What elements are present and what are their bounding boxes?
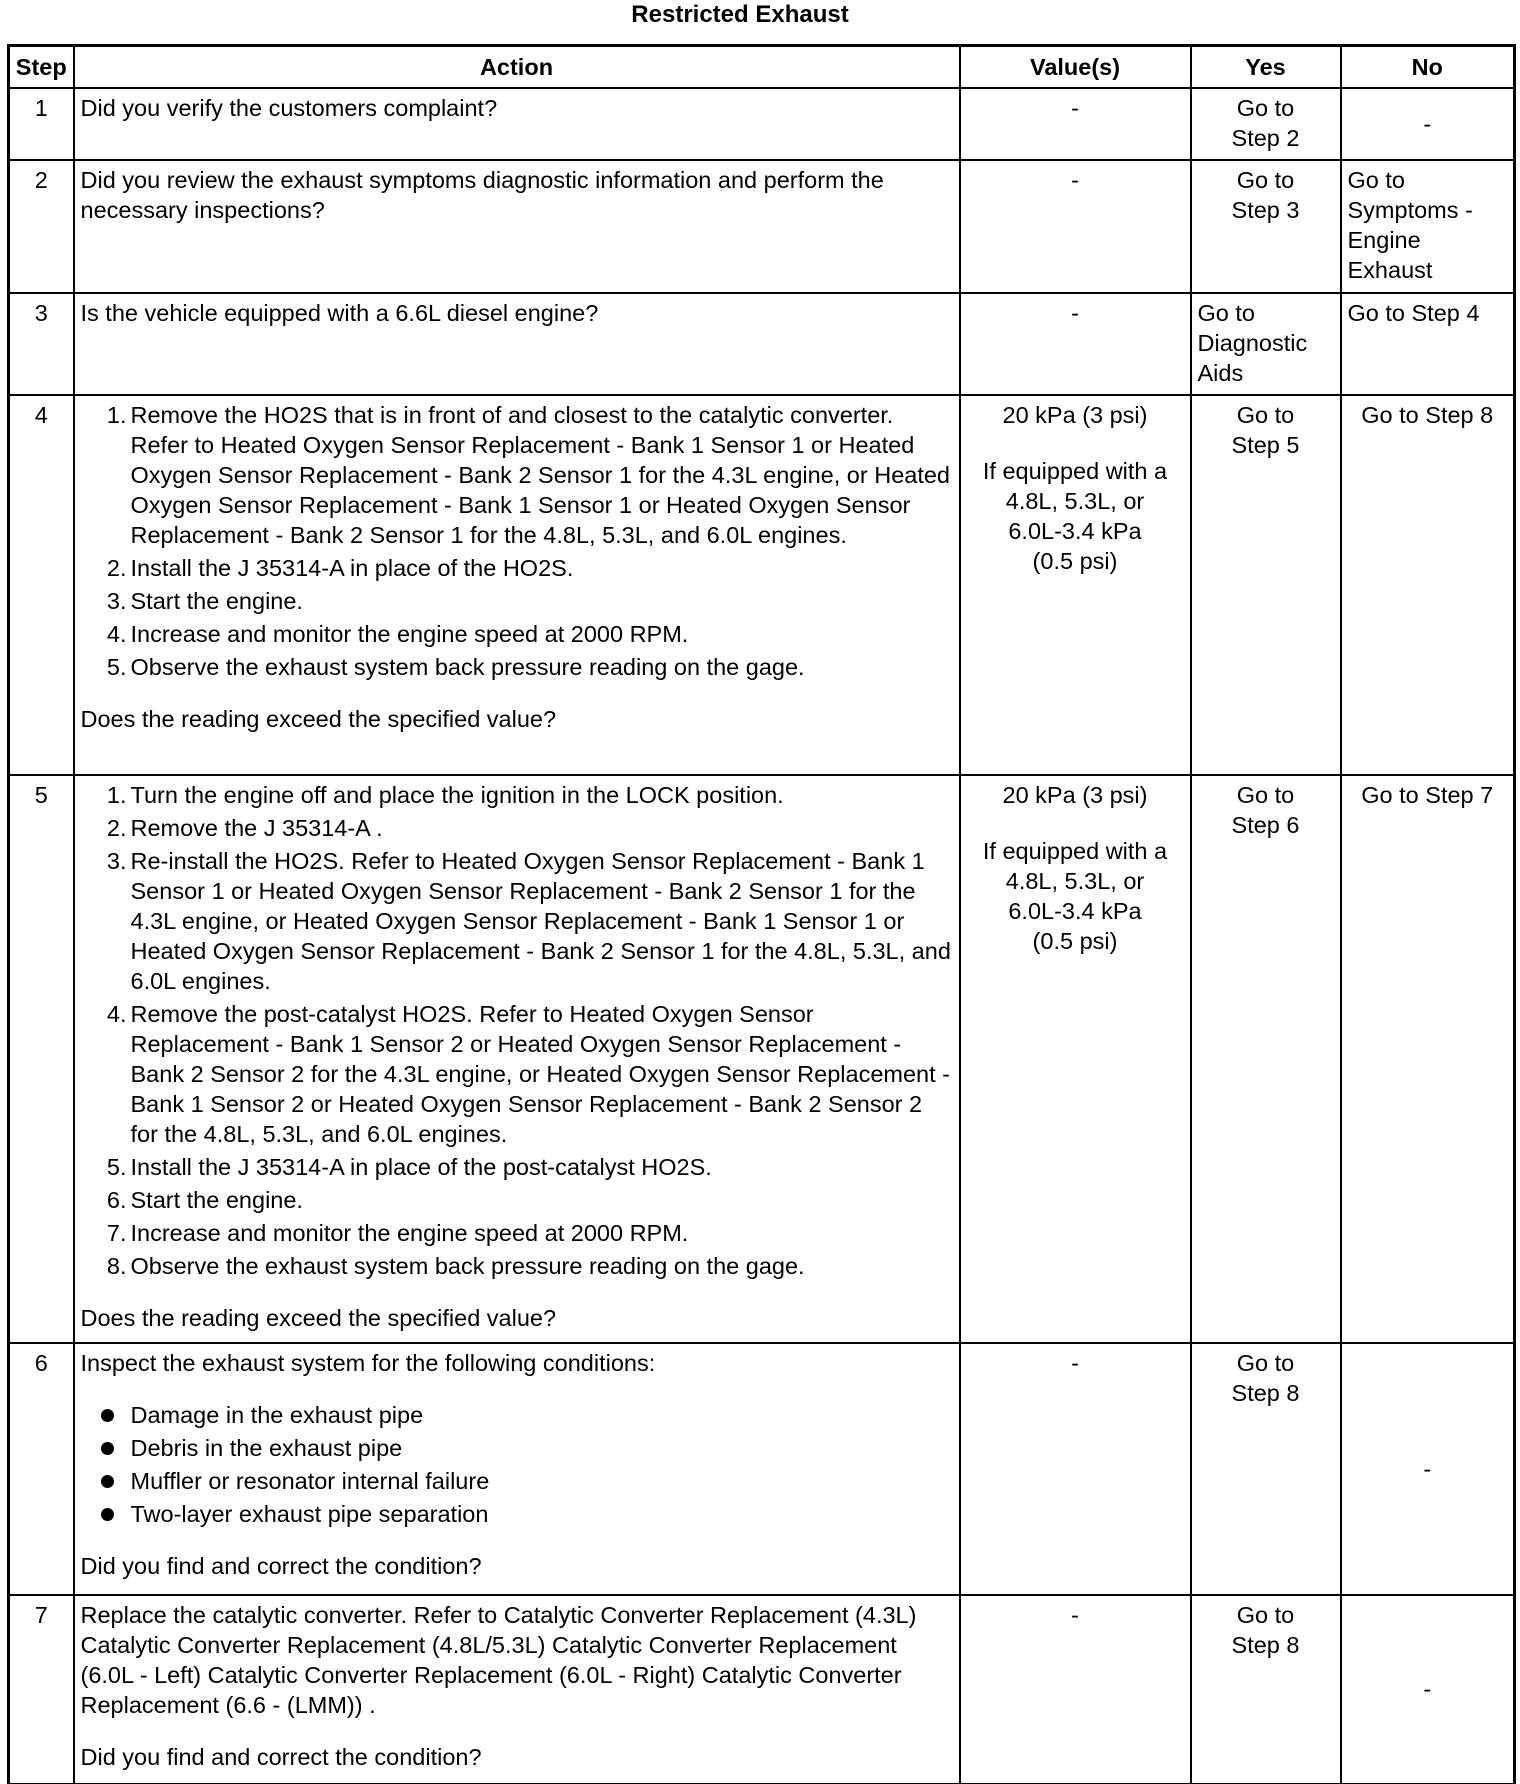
header-no: No <box>1341 46 1515 88</box>
step-number: 2 <box>9 160 74 293</box>
step-number: 1 <box>9 88 74 160</box>
table-header-row <box>9 46 1515 88</box>
no-cell: Go to Step 8 <box>1341 395 1515 775</box>
yes-cell <box>1191 395 1341 775</box>
page-title: Restricted Exhaust <box>631 1 849 28</box>
step-number: 6 <box>9 1343 74 1595</box>
yes-line: Go to <box>1236 1601 1295 1628</box>
action-cell <box>74 395 960 775</box>
yes-cell <box>1191 293 1341 395</box>
value-alt-line: If equipped with a <box>982 837 1168 864</box>
procedure-list <box>81 780 953 1281</box>
action-cell <box>74 1343 960 1595</box>
no-line: Symptoms - <box>1347 196 1473 223</box>
value-alt-line: 6.0L-3.4 kPa <box>1008 897 1142 924</box>
value-cell: - <box>960 1343 1191 1595</box>
question-text: Does the reading exceed the specified value? <box>80 1304 557 1331</box>
yes-line: Go to <box>1236 94 1295 121</box>
value-cell <box>960 775 1191 1343</box>
bullet-icon <box>101 1508 114 1521</box>
yes-line: Diagnostic <box>1197 329 1308 356</box>
yes-cell <box>1191 160 1341 293</box>
list-item: 3. Start the engine. <box>106 587 303 614</box>
action-text: Replace the catalytic converter. Refer to Catalytic Converter Replacement (4.3L) Catalytic Converter Replacement (4.8L/5.3L) Catalytic Converter Replacement (6.0L - Left) Catalytic Converter Replacement (6.0L - Right) Catalytic Converter Replacement (6.6 - (LMM)) . <box>80 1601 917 1718</box>
yes-cell <box>1191 88 1341 160</box>
no-cell: - <box>1341 88 1515 160</box>
value-cell: - <box>960 88 1191 160</box>
bullet-icon <box>101 1442 114 1455</box>
header-yes: Yes <box>1191 46 1341 88</box>
value-main: 20 kPa (3 psi) <box>1002 401 1148 428</box>
yes-line: Step 5 <box>1231 431 1300 458</box>
table-row <box>9 160 1515 293</box>
yes-cell <box>1191 1343 1341 1595</box>
value-alt-line: 6.0L-3.4 kPa <box>1008 517 1142 544</box>
no-line: Engine <box>1347 226 1421 253</box>
action-cell <box>74 1595 960 1784</box>
list-item: 5. Install the J 35314-A in place of the post-catalyst HO2S. <box>106 1153 712 1180</box>
list-item: 6. Start the engine. <box>106 1186 303 1213</box>
list-item: Debris in the exhaust pipe <box>99 1433 953 1463</box>
action-cell <box>74 293 960 395</box>
yes-cell <box>1191 775 1341 1343</box>
yes-line: Step 2 <box>1231 124 1300 151</box>
action-cell <box>74 160 960 293</box>
list-item: 7. Increase and monitor the engine speed at 2000 RPM. <box>106 1219 689 1246</box>
no-cell: Go to Step 7 <box>1341 775 1515 1343</box>
value-alt-line: 4.8L, 5.3L, or <box>1005 867 1145 894</box>
table-row <box>9 1595 1515 1784</box>
table-row <box>9 293 1515 395</box>
no-cell: - <box>1341 1343 1515 1595</box>
list-item: 4. Remove the post-catalyst HO2S. Refer to Heated Oxygen Sensor Replacement - Bank 1 Sensor 2 or Heated Oxygen Sensor Replacement - Bank 2 Sensor 2 for the 4.3L engine, or Heated Oxygen Sensor Replacement - Bank 1 Sensor 2 or Heated Oxygen Sensor Replacement - Bank 2 Sensor 2 for the 4.8L, 5.3L, and 6.0L engines. <box>106 1000 951 1147</box>
value-main: 20 kPa (3 psi) <box>1002 781 1148 808</box>
procedure-list <box>81 400 953 682</box>
list-item: 5. Observe the exhaust system back pressure reading on the gage. <box>106 653 805 680</box>
table-row <box>9 775 1515 1343</box>
yes-line: Step 8 <box>1231 1379 1300 1406</box>
table-row <box>9 1343 1515 1595</box>
header-step: Step <box>9 46 74 88</box>
list-item: 8. Observe the exhaust system back pressure reading on the gage. <box>106 1252 805 1279</box>
diagnostic-table <box>7 44 1516 1784</box>
header-value: Value(s) <box>960 46 1191 88</box>
bullet-icon <box>101 1409 114 1422</box>
step-number: 5 <box>9 775 74 1343</box>
table-row <box>9 395 1515 775</box>
action-cell <box>74 88 960 160</box>
no-line: Exhaust <box>1347 256 1433 283</box>
yes-line: Step 6 <box>1231 811 1300 838</box>
value-cell <box>960 395 1191 775</box>
value-alt-line: (0.5 psi) <box>1032 547 1118 574</box>
no-cell: - <box>1341 1595 1515 1784</box>
yes-line: Step 8 <box>1231 1631 1300 1658</box>
no-line: Go to <box>1347 166 1405 193</box>
yes-line: Go to <box>1236 401 1295 428</box>
no-cell <box>1341 160 1515 293</box>
yes-cell <box>1191 1595 1341 1784</box>
step-number: 7 <box>9 1595 74 1784</box>
header-action: Action <box>74 46 960 88</box>
step-number: 3 <box>9 293 74 395</box>
list-item: 3. Re-install the HO2S. Refer to Heated Oxygen Sensor Replacement - Bank 1 Sensor 1 or Heated Oxygen Sensor Replacement - Bank 2 Sensor 1 for the 4.3L engine, or Heated Oxygen Sensor Replacement - Bank 1 Sensor 1 or Heated Oxygen Sensor Replacement - Bank 2 Sensor 1 for the 4.8L, 5.3L, and 6.0L engines. <box>106 847 951 994</box>
condition-list <box>81 1400 953 1529</box>
value-alt-line: 4.8L, 5.3L, or <box>1005 487 1145 514</box>
question-text: Did you find and correct the condition? <box>80 1552 482 1579</box>
value-cell: - <box>960 293 1191 395</box>
list-item: 4. Increase and monitor the engine speed at 2000 RPM. <box>106 620 689 647</box>
value-alt-line: (0.5 psi) <box>1032 927 1118 954</box>
action-cell <box>74 775 960 1343</box>
list-item: 2. Install the J 35314-A in place of the HO2S. <box>106 554 574 581</box>
list-item: Damage in the exhaust pipe <box>99 1400 953 1430</box>
intro-text: Inspect the exhaust system for the following conditions: <box>80 1349 656 1376</box>
list-item: 1. Turn the engine off and place the ignition in the LOCK position. <box>106 781 784 808</box>
list-item: 2. Remove the J 35314-A . <box>106 814 383 841</box>
list-item: Two-layer exhaust pipe separation <box>99 1499 953 1529</box>
yes-line: Go to <box>1197 299 1255 326</box>
action-text: Did you review the exhaust symptoms diagnostic information and perform the necessary inspections? <box>80 166 884 223</box>
yes-line: Step 3 <box>1231 196 1300 223</box>
step-number: 4 <box>9 395 74 775</box>
yes-line: Go to <box>1236 781 1295 808</box>
question-text: Did you find and correct the condition? <box>80 1743 482 1770</box>
value-alt-line: If equipped with a <box>982 457 1168 484</box>
yes-line: Go to <box>1236 1349 1295 1376</box>
yes-line: Go to <box>1236 166 1295 193</box>
list-item: Muffler or resonator internal failure <box>99 1466 953 1496</box>
action-text: Did you verify the customers complaint? <box>80 94 498 121</box>
yes-line: Aids <box>1197 359 1244 386</box>
question-text: Does the reading exceed the specified value? <box>80 705 557 732</box>
bullet-icon <box>101 1475 114 1488</box>
no-cell: Go to Step 4 <box>1341 293 1515 395</box>
action-text: Is the vehicle equipped with a 6.6L diesel engine? <box>80 299 599 326</box>
value-cell: - <box>960 160 1191 293</box>
value-cell: - <box>960 1595 1191 1784</box>
table-row <box>9 88 1515 160</box>
list-item: 1. Remove the HO2S that is in front of and closest to the catalytic converter. Refer to Heated Oxygen Sensor Replacement - Bank 1 Sensor 1 or Heated Oxygen Sensor Replacement - Bank 2 Sensor 1 for the 4.3L engine, or Heated Oxygen Sensor Replacement - Bank 1 Sensor 1 or Heated Oxygen Sensor Replacement - Bank 2 Sensor 1 for the 4.8L, 5.3L, and 6.0L engines. <box>106 401 951 548</box>
